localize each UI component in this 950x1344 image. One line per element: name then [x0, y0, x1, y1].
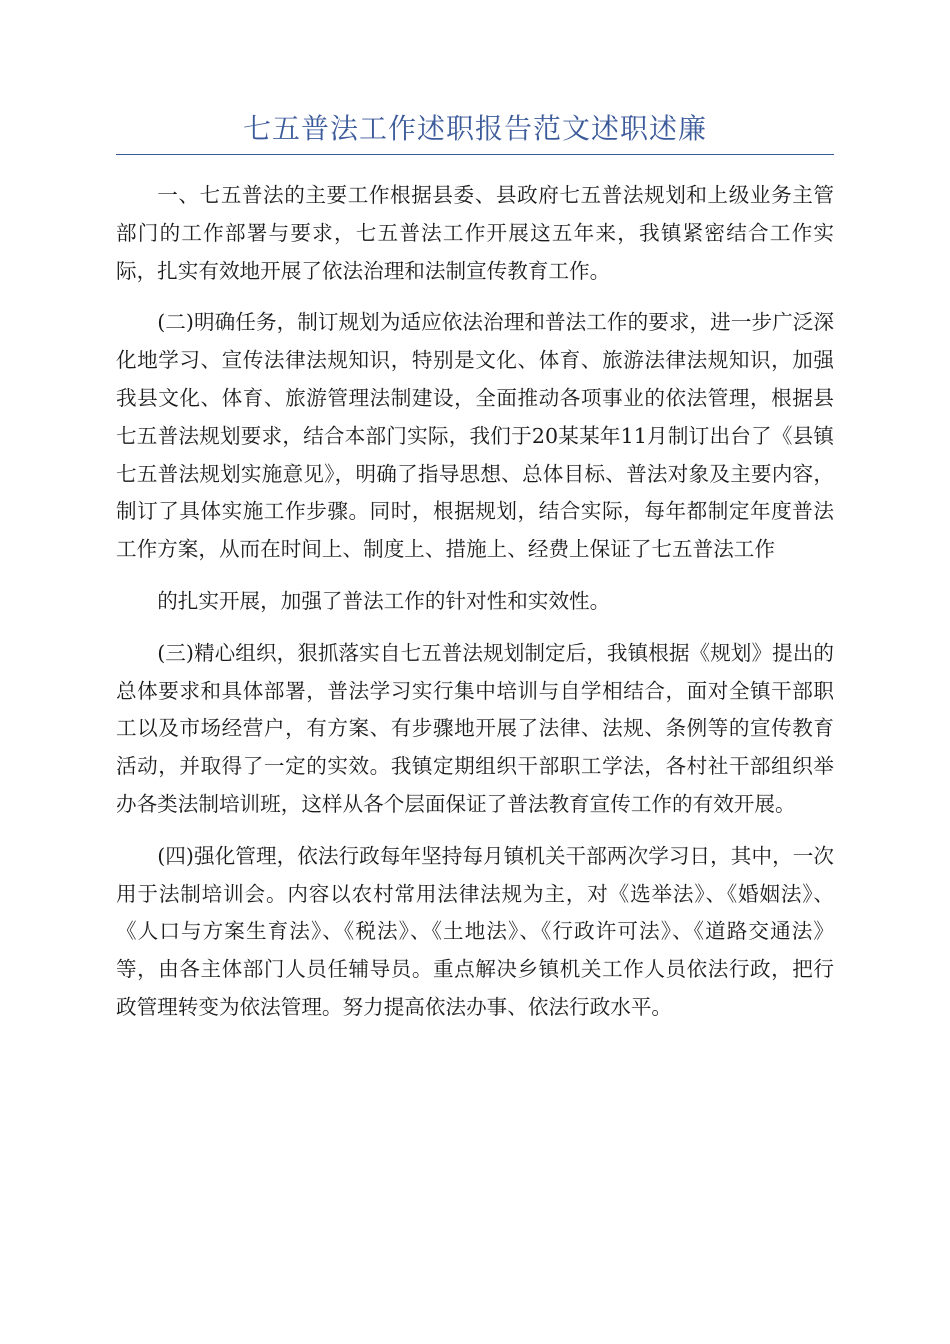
paragraph-1: 一、七五普法的主要工作根据县委、县政府七五普法规划和上级业务主管部门的工作部署与要求，七五普法工作开展这五年来，我镇紧密结合工作实际，扎实有效地开展了依法治理和法制宣传教育工作。: [116, 183, 834, 283]
document-title: 七五普法工作述职报告范文述职述廉: [242, 112, 707, 145]
paragraph-5: (四)强化管理，依法行政每年坚持每月镇机关干部两次学习日，其中，一次用于法制培训会。内容以农村常用法律法规为主，对《选举法》、《婚姻法》、《人口与方案生育法》、《税法》、《土地法》、《行政许可法》、《道路交通法》等，由各主体部门人员任辅导员。重点解决乡镇机关工作人员依法行政，把行政管理转变为依法管理。努力提高依法办事、依法行政水平。: [116, 843, 834, 1019]
document-page: [116, 108, 834, 1041]
title-underline: [116, 154, 834, 155]
paragraph-4: (三)精心组织，狠抓落实自七五普法规划制定后，我镇根据《规划》提出的总体要求和具体部署，普法学习实行集中培训与自学相结合，面对全镇干部职工以及市场经营户，有方案、有步骤地开展了法律、法规、条例等的宣传教育活动，并取得了一定的实效。我镇定期组织干部职工学法，各村社干部组织举办各类法制培训班，这样从各个层面保证了普法教育宣传工作的有效开展。: [116, 640, 834, 816]
paragraph-3: 的扎实开展，加强了普法工作的针对性和实效性。: [157, 588, 611, 613]
paragraph-2: (二)明确任务，制订规划为适应依法治理和普法工作的要求，进一步广泛深化地学习、宣传法律法规知识，特别是文化、体育、旅游法律法规知识，加强我县文化、体育、旅游管理法制建设，全面推动各项事业的依法管理，根据县七五普法规划要求，结合本部门实际，我们于20某某年11月制订出台了《县镇七五普法规划实施意见》，明确了指导思想、总体目标、普法对象及主要内容，制订了具体实施工作步骤。同时，根据规划，结合实际，每年都制定年度普法工作方案，从而在时间上、制度上、措施上、经费上保证了七五普法工作: [116, 310, 834, 562]
